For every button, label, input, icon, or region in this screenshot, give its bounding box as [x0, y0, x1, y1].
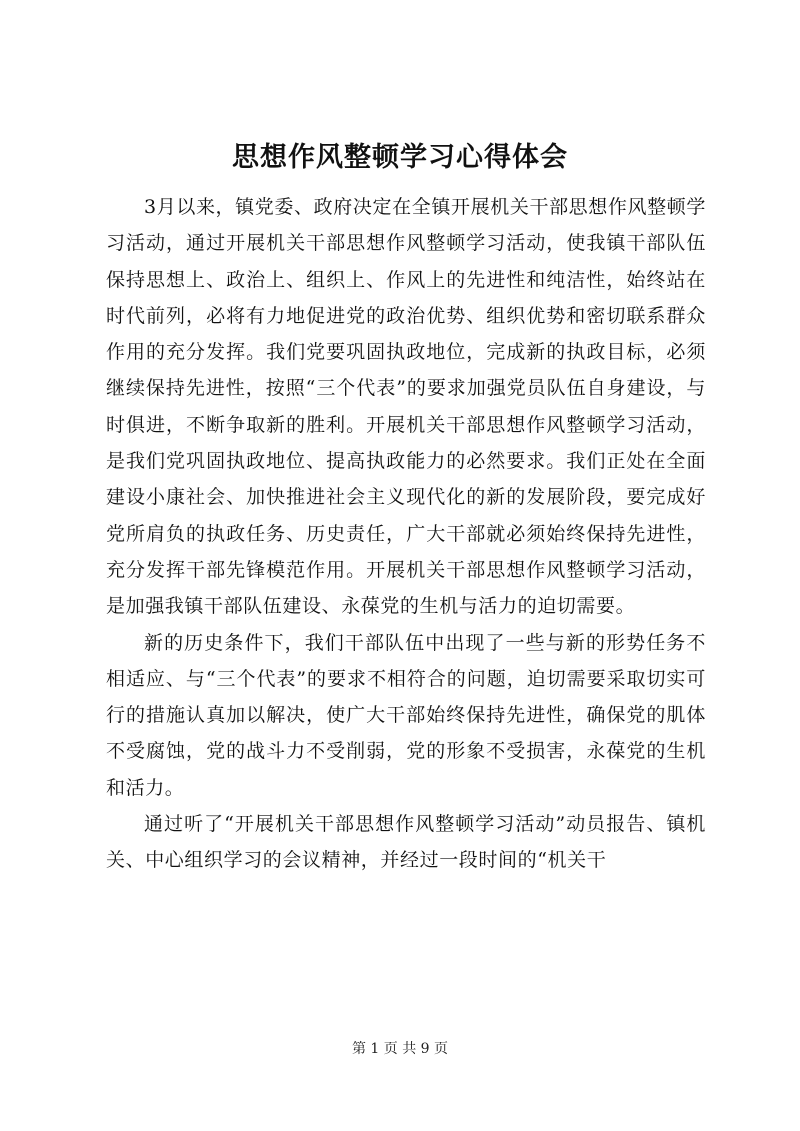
document-body — [106, 189, 706, 879]
paragraph-2: 新的历史条件下，我们干部队伍中出现了一些与新的形势任务不相适应、与“三个代表”的要求不相符合的问题，迫切需要采取切实可行的措施认真加以解决，使广大干部始终保持先进性，确保党的肌体不受腐蚀，党的战斗力不受削弱，党的形象不受损害，永葆党的生机和活力。 — [106, 631, 706, 799]
document-title: 思想作风整顿学习心得体会 — [232, 142, 568, 173]
page-number-footer: 第 1 页 共 9 页 — [351, 1041, 449, 1057]
paragraph-3: 通过听了“开展机关干部思想作风整顿学习活动”动员报告、镇机关、中心组织学习的会议精神，并经过一段时间的“机关干 — [106, 813, 706, 872]
paragraph-1: 3月以来，镇党委、政府决定在全镇开展机关干部思想作风整顿学习活动，通过开展机关干部思想作风整顿学习活动，使我镇干部队伍保持思想上、政治上、组织上、作风上的先进性和纯洁性，始终站在时代前列，必将有力地促进党的政治优势、组织优势和密切联系群众作用的充分发挥。我们党要巩固执政地位，完成新的执政目标，必须继续保持先进性，按照“三个代表”的要求加强党员队伍自身建设，与时俱进，不断争取新的胜利。开展机关干部思想作风整顿学习活动，是我们党巩固执政地位、提高执政能力的必然要求。我们正处在全面建设小康社会、加快推进社会主义现代化的新的发展阶段，要完成好党所肩负的执政任务、历史责任，广大干部就必须始终保持先进性，充分发挥干部先锋模范作用。开展机关干部思想作风整顿学习活动，是加强我镇干部队伍建设、永葆党的生机与活力的迫切需要。 — [106, 196, 706, 618]
